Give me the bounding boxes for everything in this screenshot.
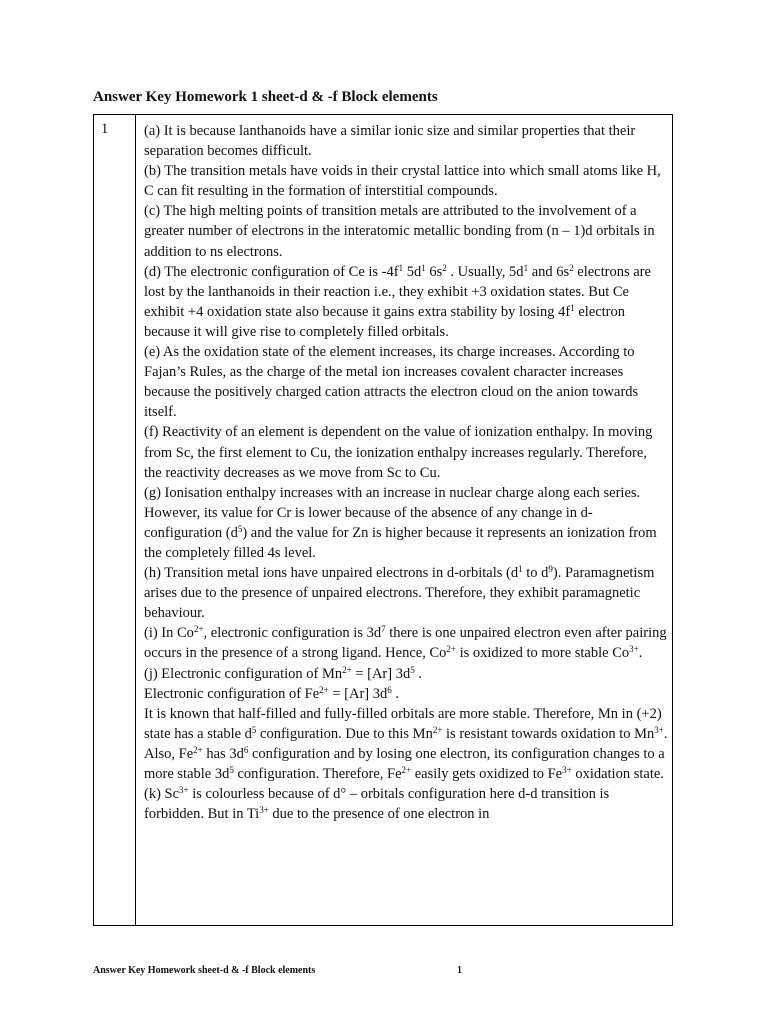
answer-text: ). Paramagnetism arises due to the presence of unpaired electrons. Therefore, they exhibit paramagnetic behaviour. <box>144 565 655 622</box>
answer-text: (c) The high melting points of transition metals are attributed to the involvement of a greater number of electrons in the interatomic metallic bonding from (n – 1)d orbitals in addition to ns electrons. <box>144 203 655 260</box>
answer-paragraph <box>144 664 668 684</box>
answer-text: is colourless because of d° – orbitals configuration here d-d transition is forbidden. But in Ti <box>144 786 610 823</box>
answer-table <box>93 114 673 926</box>
answer-paragraph <box>144 684 668 704</box>
answer-text: oxidation state. <box>571 766 664 782</box>
answer-text: Electronic configuration of Fe <box>144 685 320 702</box>
answer-text: (j) Electronic configuration of Mn <box>144 665 343 682</box>
superscript: 5 <box>410 664 415 675</box>
answer-paragraph <box>144 422 668 482</box>
superscript: 6 <box>387 684 392 695</box>
page-title: Answer Key Homework 1 sheet-d & -f Block elements <box>93 89 438 105</box>
answer-text: configuration. Due to this Mn <box>256 725 433 742</box>
superscript: 1 <box>523 262 529 273</box>
superscript: 7 <box>381 624 386 635</box>
superscript: 5 <box>229 765 234 775</box>
answer-text: (i) In Co <box>144 625 194 642</box>
answer-text: (g) Ionisation enthalpy increases with an increase in nuclear charge along each series. However, its value for Cr is lower because of the absence of any change in d-configuration (d <box>144 484 641 541</box>
answer-text: . <box>638 645 643 662</box>
superscript: 2+ <box>319 684 329 695</box>
answer-text: . Usually, 5d <box>446 263 524 280</box>
superscript: 5 <box>237 523 243 534</box>
question-number-cell <box>94 115 136 925</box>
answer-text: . Also, Fe <box>144 725 668 762</box>
question-number: 1 <box>101 121 109 137</box>
superscript: 3+ <box>629 644 639 655</box>
answer-text: has 3d <box>202 745 244 762</box>
answer-text: (h) Transition metal ions have unpaired electrons in d-orbitals (d <box>144 565 519 582</box>
superscript: 3+ <box>259 805 269 816</box>
answer-text: (e) As the oxidation state of the element increases, its charge increases. According to Fajan’s Rules, as the charge of the metal ion increases covalent character increases because the positively charged cation attracts the electron cloud on the anion towards itself. <box>144 344 639 421</box>
superscript: 1 <box>570 302 575 313</box>
superscript: 2+ <box>193 744 203 755</box>
superscript: 3+ <box>562 765 572 775</box>
answer-text: (a) It is because lanthanoids have a similar ionic size and similar properties that their separation becomes difficult. <box>144 123 636 160</box>
superscript: 3+ <box>179 785 189 796</box>
superscript: 1 <box>398 262 404 273</box>
answer-paragraph <box>144 784 668 824</box>
superscript: 6 <box>243 744 249 755</box>
answer-text: = [Ar] 3d <box>328 685 388 702</box>
answer-text: It is known that half-filled and fully-filled orbitals are more stable. Therefore, Mn in (+2) state has a stable d <box>144 705 662 742</box>
answer-paragraph <box>144 121 668 161</box>
answer-text: easily gets oxidized to Fe <box>411 766 563 782</box>
page-number: 1 <box>457 965 462 976</box>
answer-text: electrons are lost by the lanthanoids in their reaction i.e., they exhibit +3 oxidation states. But Ce exhibit +4 oxidation state also because it gains extra stability by losing 4f <box>144 263 651 320</box>
answer-paragraph <box>144 483 668 563</box>
answer-text: there is one unpaired electron even after pairing occurs in the presence of a strong ligand. Hence, Co <box>144 625 667 662</box>
answer-text: 6s <box>425 263 443 280</box>
answer-paragraph <box>144 623 668 663</box>
superscript: 1 <box>518 564 523 575</box>
superscript: 2+ <box>193 624 204 635</box>
answer-text: is resistant towards oxidation to Mn <box>442 725 655 742</box>
answer-text: is oxidized to more stable Co <box>455 645 630 662</box>
answer-paragraph <box>144 342 668 422</box>
superscript: 9 <box>548 564 553 575</box>
footer-title: Answer Key Homework sheet-d & -f Block elements <box>93 965 316 976</box>
answer-text: . <box>414 665 422 682</box>
superscript: 2 <box>569 262 574 273</box>
answer-text: to d <box>522 565 549 582</box>
answer-text: (f) Reactivity of an element is dependent on the value of ionization enthalpy. In moving from Sc, the first element to Cu, the ionization enthalpy increases regularly. Therefore, the reactivity decreases as we move from Sc to Cu. <box>144 424 653 481</box>
answer-text: . <box>391 685 399 702</box>
superscript: 1 <box>421 262 426 273</box>
superscript: 2+ <box>342 664 352 675</box>
superscript: 3+ <box>654 724 664 735</box>
superscript: 2+ <box>446 644 456 655</box>
superscript: 2+ <box>432 724 443 735</box>
answer-text: and 6s <box>528 263 570 280</box>
answer-text: due to the presence of one electron in <box>268 806 490 823</box>
answer-paragraph <box>144 161 668 201</box>
answer-text-cell <box>144 121 668 824</box>
answer-text: configuration and by losing one electron, its configuration changes to a more stable 3d <box>144 745 665 782</box>
answer-text: configuration. Therefore, Fe <box>233 766 402 782</box>
answer-text: = [Ar] 3d <box>351 665 411 682</box>
answer-paragraph <box>144 201 668 261</box>
answer-paragraph <box>144 262 668 342</box>
answer-text: (d) The electronic configuration of Ce is -4f <box>144 263 399 280</box>
superscript: 2+ <box>401 765 412 775</box>
superscript: 5 <box>251 724 257 735</box>
answer-paragraph <box>144 563 668 623</box>
answer-text: (k) Sc <box>144 786 180 803</box>
answer-text: 5d <box>403 263 422 280</box>
superscript: 2 <box>442 262 447 273</box>
answer-text: electron because it will give rise to completely filled orbitals. <box>144 303 626 340</box>
answer-text: ) and the value for Zn is higher because it represents an ionization from the completely filled 4s level. <box>144 524 657 561</box>
answer-text: , electronic configuration is 3d <box>203 625 382 642</box>
answer-paragraph <box>144 704 668 784</box>
answer-text: (b) The transition metals have voids in their crystal lattice into which small atoms like H, C can fit resulting in the formation of interstitial compounds. <box>144 163 661 200</box>
